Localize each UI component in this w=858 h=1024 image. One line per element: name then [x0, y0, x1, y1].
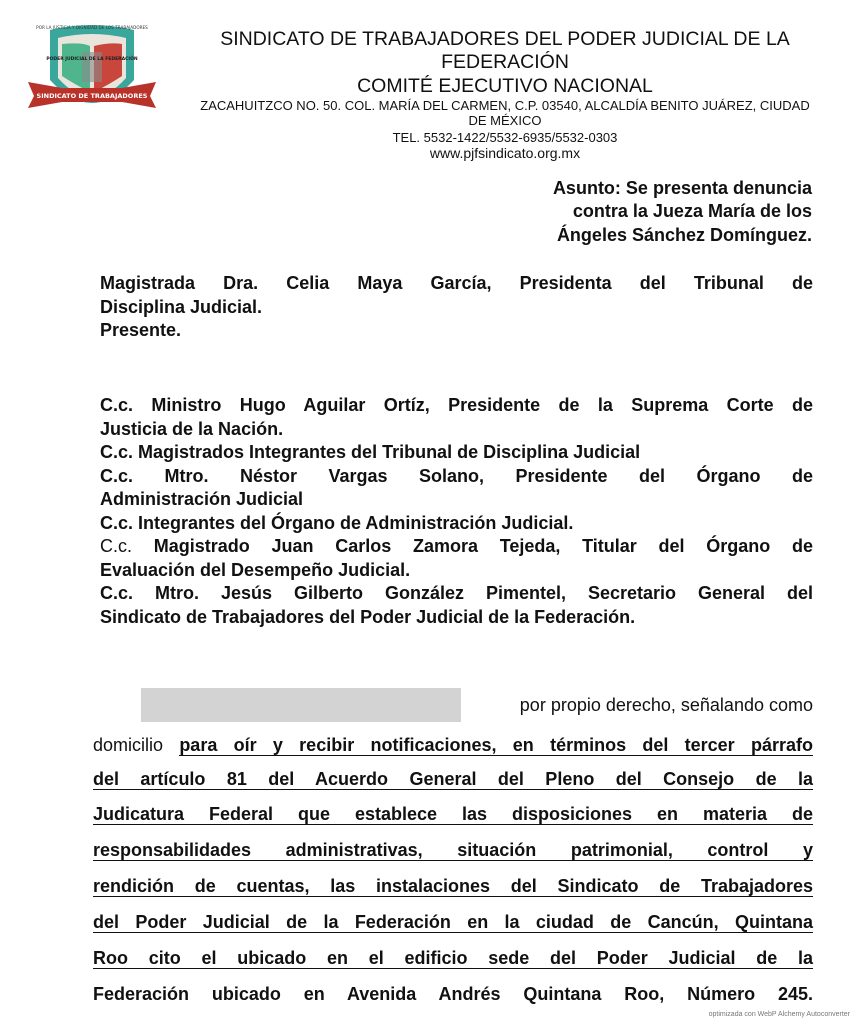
body-line	[93, 802, 813, 826]
body-line	[93, 874, 813, 898]
addressee-line3: Presente.	[100, 320, 182, 340]
union-logo	[22, 22, 162, 132]
cc-line: C.c. Ministro Hugo Aguilar Ortíz, Presidente de la Suprema Corte de	[100, 395, 813, 415]
converter-note: optimizada con WebP Alchemy Autoconverter	[708, 1011, 850, 1018]
cc-line: Evaluación del Desempeño Judicial.	[100, 559, 411, 580]
redacted-name-block	[141, 688, 461, 722]
body-text-underlined: del Poder Judicial de la Federación en la ciudad de Cancún, Quintana	[93, 912, 813, 932]
cc-prefix: C.c.	[100, 536, 133, 556]
cc-list	[100, 394, 813, 629]
body-text-plain: domicilio	[93, 735, 164, 755]
body-line	[93, 733, 813, 757]
header-phone: TEL. 5532-1422/5532-6935/5532-0303	[392, 130, 618, 145]
cc-line: C.c. Mtro. Néstor Vargas Solano, Presidente del Órgano de	[100, 465, 813, 486]
addressee	[100, 272, 813, 343]
header-address-line1: ZACAHUITZCO NO. 50. COL. MARÍA DEL CARMEN, C.P. 03540, ALCALDÍA BENITO JUÁREZ, CIUDAD	[200, 98, 810, 113]
cc-line: Administración Judicial	[100, 489, 304, 509]
cc-line: C.c. Magistrados Integrantes del Tribunal de Disciplina Judicial	[100, 442, 641, 462]
body-text-underlined: para oír y recibir notificaciones, en términos del tercer párrafo	[179, 735, 813, 755]
subject-line2: contra la Jueza María de los	[572, 201, 812, 221]
body-text-underlined: responsabilidades administrativas, situación patrimonial, control y	[93, 840, 813, 860]
cc-line: Justicia de la Nación.	[100, 418, 284, 439]
cc-line: Sindicato de Trabajadores del Poder Judicial de la Federación.	[100, 606, 636, 627]
body-line	[93, 946, 813, 970]
body-line	[93, 767, 813, 791]
header-address-line2: DE MÉXICO	[468, 113, 542, 128]
header-title-line1: SINDICATO DE TRABAJADORES DEL PODER JUDICIAL DE LA	[220, 28, 790, 50]
body-text-underlined: rendición de cuentas, las instalaciones del Sindicato de Trabajadores	[93, 876, 813, 896]
cc-line: C.c. Integrantes del Órgano de Administración Judicial.	[100, 512, 574, 533]
logo-emblem-text: PODER JUDICIAL DE LA FEDERACIÓN	[46, 57, 138, 62]
logo-banner-text: SINDICATO DE TRABAJADORES	[36, 92, 148, 100]
body-line	[93, 838, 813, 862]
cc-line	[100, 535, 813, 559]
cc-text: Magistrado Juan Carlos Zamora Tejeda, Titular del Órgano de	[153, 536, 813, 556]
cc-line: C.c. Mtro. Jesús Gilberto González Pimentel, Secretario General del	[100, 583, 813, 603]
body-text-underlined: Roo cito el ubicado en el edificio sede del Poder Judicial de la	[93, 948, 813, 968]
header-title-line2: FEDERACIÓN	[441, 51, 569, 73]
header-website: www.pjfsindicato.org.mx	[429, 145, 581, 161]
subject-line3: Ángeles Sánchez Domínguez.	[556, 225, 812, 245]
body-line: por propio derecho, señalando como	[519, 695, 813, 715]
body-line	[93, 910, 813, 934]
logo-arc-text: POR LA JUSTICIA Y DIGNIDAD DE LOS TRABAJADORES	[36, 25, 148, 30]
body-text-underlined: Judicatura Federal que establece las disposiciones en materia de	[93, 804, 813, 824]
body-text-underlined: del artículo 81 del Acuerdo General del Pleno del Consejo de la	[93, 769, 813, 789]
subject-line1: Asunto: Se presenta denuncia	[552, 178, 812, 198]
body-line: Federación ubicado en Avenida Andrés Quintana Roo, Número 245.	[93, 984, 813, 1004]
addressee-line1: Magistrada Dra. Celia Maya García, Presidenta del Tribunal de	[100, 273, 813, 293]
addressee-line2: Disciplina Judicial.	[100, 296, 263, 317]
header-committee: COMITÉ EJECUTIVO NACIONAL	[357, 75, 653, 97]
